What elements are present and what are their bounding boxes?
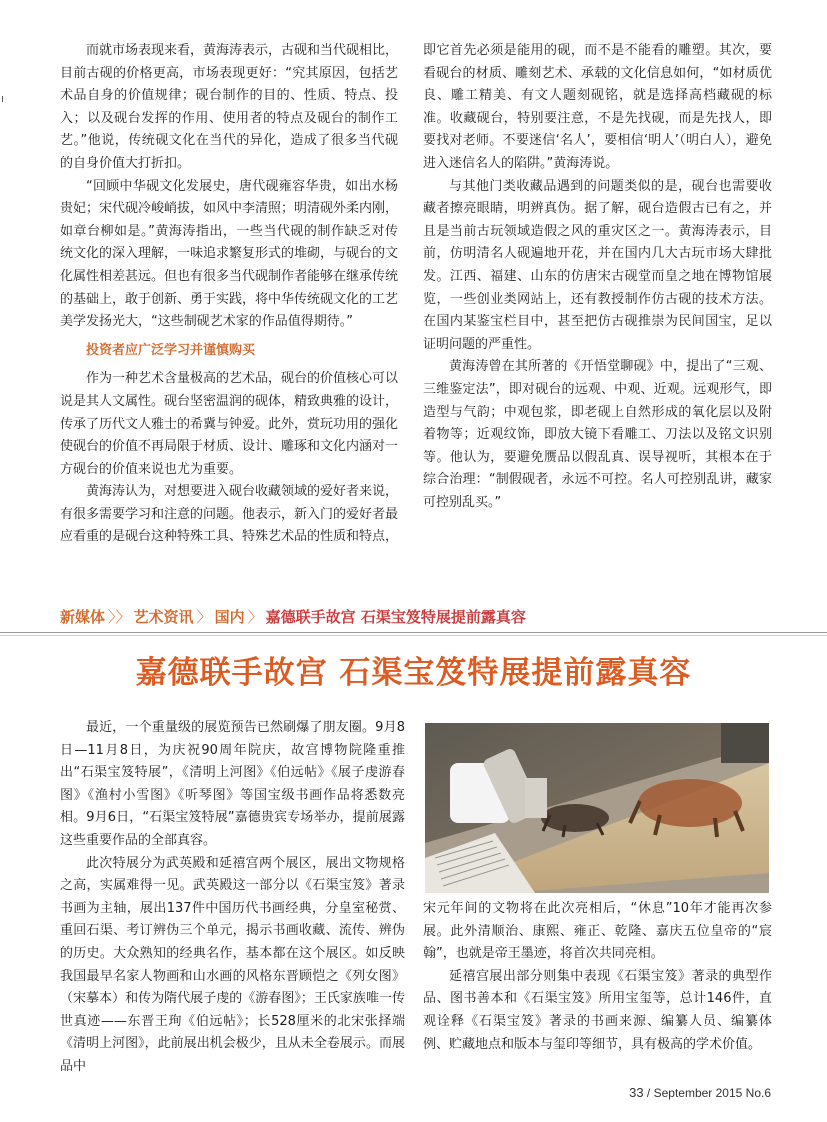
section-subheading: 投资者应广泛学习并谨慎购买 [86,342,256,358]
exhibition-photo [425,723,769,893]
section-divider [0,635,827,636]
breadcrumb [60,606,526,627]
breadcrumb-separator: 〉 [247,608,263,626]
paragraph: 黄海涛认为，对想要进入砚台收藏领域的爱好者来说，有很多需要学习和注意的问题。他表示，新入门的爱好者最应看重的是砚台这种特殊工具、特殊艺术品的性质和特点， [60,484,399,545]
article-headline: 嘉德联手故宫 石渠宝笈特展提前露真容 [135,655,692,691]
paragraph: 作为一种艺术含量极高的艺术品，砚台的价值核心可以说是其人文属性。砚台坚密温润的砚体，精致典雅的设计，传承了历代文人雅士的希冀与钟爱。此外，赏玩功用的强化使砚台的价值不再局限于材质、设计、雕琢和文化内涵对一方砚台的价值来说也尤为重要。 [60,371,399,477]
breadcrumb-item-art-news[interactable]: 艺术资讯 [133,608,194,626]
paragraph: 与其他门类收藏品遇到的问题类似的是，砚台也需要收藏者擦亮眼睛，明辨真伪。据了解，砚台造假古已有之，并且是当前古玩领域造假之风的重灾区之一。黄海涛表示，目前，仿明清名人砚遍地开花，并在国内几大古玩市场大肆批发。江西、福建、山东的仿唐宋古砚堂而皇之地在博物馆展览，一些创业类网站上，还有教授制作仿古砚的技术方法。在国内某鉴宝栏目中，甚至把仿古砚推崇为民间国宝，足以证明问题的严重性。 [423,178,772,352]
article-column-bottom-left [60,717,405,1079]
paragraph: 宋元年间的文物将在此次亮相后，“休息”10年才能再次参展。此外清顺治、康熙、雍正、乾隆、嘉庆五位皇帝的“宸翰”，也就是帝王墨迹，将首次共同亮相。 [423,901,772,962]
paragraph: 黄海涛曾在其所著的《开悟堂聊砚》中，提出了“三观、三维鉴定法”，即对砚台的远观、中观、近观。远观形气，即造型与气韵；中观包浆，即老砚上自然形成的氧化层以及附着物等；近观纹饰，即放大镜下看雕工、刀法以及铭文识别等。他认为，要避免赝品以假乱真、误导视听，其根本在于综合治理：“制假砚者，永远不可控。名人可控别乱讲，藏家可控别乱买。” [423,359,772,510]
breadcrumb-item-domestic[interactable]: 国内 [214,608,245,626]
article-column-top-right [423,40,772,514]
paragraph: 即它首先必须是能用的砚，而不是不能看的雕塑。其次，要看砚台的材质、雕刻艺术、承载的文化信息如何，“如材质优良、雕工精美、有文人题刻砚铭，就是选择高档藏砚的标准。收藏砚台，特别要注意，不是先找砚，而是先找人，即要找对老师。不要迷信‘名人’，要相信‘明人’（明白人），避免进入迷信名人的陷阱。”黄海涛说。 [423,43,772,171]
article-column-top-left [60,40,398,549]
paragraph: “回顾中华砚文化发展史，唐代砚雍容华贵，如出水杨贵妃；宋代砚冷峻峭拔，如风中李清照；明清砚外柔内刚，如章台柳如是。”黄海涛指出，一些当代砚的制作缺乏对传统文化的深入理解，一味追求繁复形式的堆砌，与砚台的文化属性相差甚远。但也有很多当代砚制作者能够在继承传统的基础上，敢于创新、勇于实践，将中华传统砚文化的工艺美学发扬光大，“这些制砚艺术家的作品值得期待。” [60,178,399,330]
paragraph: 此次特展分为武英殿和延禧宫两个展区，展出文物规格之高，实属难得一见。武英殿这一部分以《石渠宝笈》著录书画为主轴，展出137件中国历代书画经典，分皇室秘赏、重回石渠、考订辨伪三个单元，揭示书画收藏、流传、辨伪的历史。大众熟知的经典名作，基本都在这个展区。如反映我国最早名家人物画和山水画的风格东晋顾恺之《列女图》（宋摹本）和传为隋代展子虔的《游春图》；王氏家族唯一传世真迹——东晋王珣《伯远帖》；长528厘米的北宋张择端《清明上河图》，此前展出机会极少，且从未全卷展示。而展品中 [60,855,405,1074]
section-divider [0,632,827,633]
margin-mark [2,96,3,102]
article-column-bottom-right [423,898,772,1056]
paragraph: 延禧宫展出部分则集中表现《石渠宝笈》著录的典型作品、图书善本和《石渠宝笈》所用宝玺等，总计146件，直观诠释《石渠宝笈》著录的书画来源、编纂人员、编纂体例、贮藏地点和版本与玺印等细节，具有极高的学术价值。 [423,968,772,1052]
page-number: 33 [629,1085,644,1100]
paragraph: 而就市场表现来看，黄海涛表示，古砚和当代砚相比，目前古砚的价格更高，市场表现更好：“究其原因，包括艺术品自身的价值规律；砚台制作的目的、性质、特点、投入；以及砚台发挥的作用、使用者的特点及砚台的制作工艺。”他说，传统砚文化在当代的异化，造成了很多当代砚的自身价值大打折扣。 [60,43,399,171]
breadcrumb-item-new-media[interactable]: 新媒体 [60,608,106,626]
breadcrumb-separator: 〉〉 [108,608,131,626]
page-folio [629,1085,771,1100]
breadcrumb-current: 嘉德联手故宫 石渠宝笈特展提前露真容 [265,608,526,626]
issue-date: / September 2015 No.6 [646,1086,771,1100]
breadcrumb-separator: 〉 [196,608,212,626]
paragraph: 最近，一个重量级的展览预告已然刷爆了朋友圈。9月8日—11月8日，为庆祝90周年院庆，故宫博物院隆重推出“石渠宝笈特展”，《清明上河图》《伯远帖》《展子虔游春图》《渔村小雪图》《听琴图》等国宝级书画作品将悉数亮相。9月6日，“石渠宝笈特展”嘉德贵宾专场举办，提前展露这些重要作品的全部真容。 [60,720,405,848]
